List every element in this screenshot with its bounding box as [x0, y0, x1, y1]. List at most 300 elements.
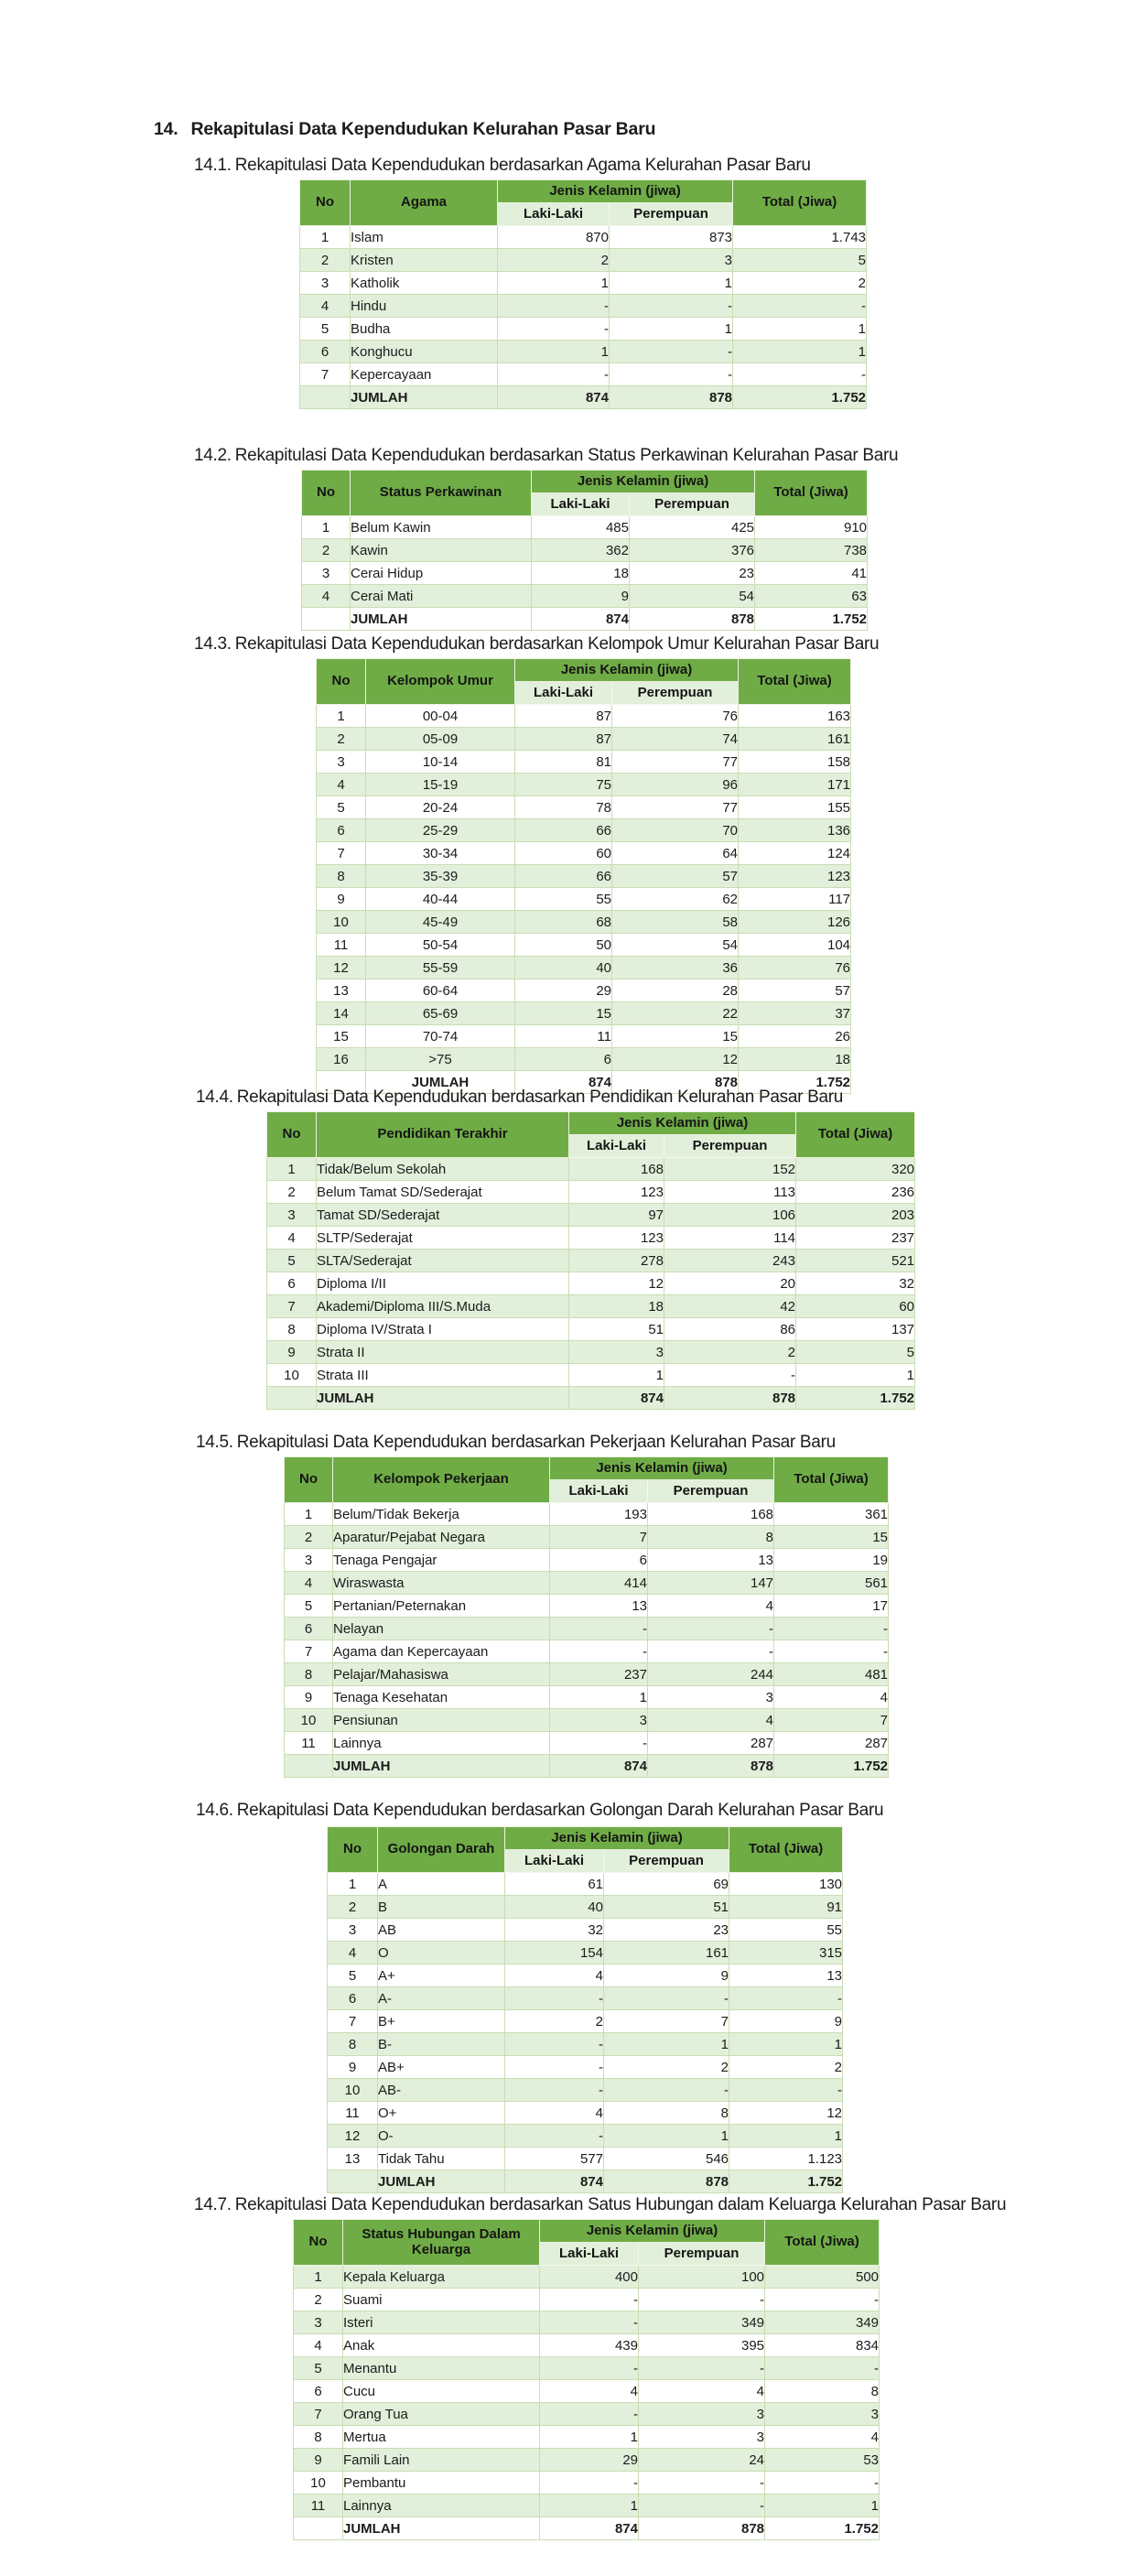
- section-title-text: Rekapitulasi Data Kependudukan berdasarkan Golongan Darah Kelurahan Pasar Baru: [236, 1801, 884, 1820]
- cell-total: 9: [729, 2010, 843, 2033]
- table-row: [302, 562, 868, 585]
- cell-no: 10: [267, 1364, 317, 1387]
- cell-laki-laki: -: [540, 2472, 639, 2495]
- cell-total: 136: [739, 819, 851, 842]
- cell-total: -: [774, 1640, 889, 1663]
- cell-laki-laki: -: [498, 295, 610, 318]
- table-body: [317, 705, 851, 1094]
- cell-total: 155: [739, 796, 851, 819]
- cell-no: 7: [300, 363, 351, 386]
- table-body: [285, 1503, 889, 1778]
- header-jenis-kelamin: Jenis Kelamin (jiwa): [498, 180, 733, 203]
- cell-category: Orang Tua: [343, 2403, 540, 2426]
- table-row: [267, 1227, 915, 1250]
- cell-total: 349: [765, 2311, 880, 2334]
- jumlah-laki-laki: 874: [540, 2517, 639, 2540]
- cell-no: 5: [285, 1595, 333, 1618]
- jumlah-label: JUMLAH: [351, 608, 532, 631]
- cell-laki-laki: 6: [515, 1048, 612, 1071]
- cell-laki-laki: 7: [550, 1526, 648, 1549]
- header-perempuan: Perempuan: [648, 1480, 774, 1503]
- table-row: [328, 1919, 843, 1942]
- cell-laki-laki: 3: [550, 1709, 648, 1732]
- section-title-text: Rekapitulasi Data Kependudukan berdasarkan Pekerjaan Kelurahan Pasar Baru: [236, 1433, 836, 1452]
- cell-category: Wiraswasta: [333, 1572, 550, 1595]
- cell-perempuan: 54: [630, 585, 755, 608]
- header-category: Kelompok Pekerjaan: [333, 1457, 550, 1503]
- header-row: [328, 1827, 843, 1850]
- cell-no: 8: [294, 2426, 343, 2449]
- table-row: [300, 341, 867, 363]
- cell-category: A-: [378, 1987, 505, 2010]
- cell-category: Suami: [343, 2289, 540, 2311]
- cell-perempuan: 243: [664, 1250, 796, 1272]
- cell-no: 3: [302, 562, 351, 585]
- cell-total: 76: [739, 957, 851, 980]
- cell-perempuan: 168: [648, 1503, 774, 1526]
- cell-perempuan: 100: [639, 2266, 765, 2289]
- header-jenis-kelamin: Jenis Kelamin (jiwa): [540, 2220, 765, 2243]
- jumlah-label: JUMLAH: [343, 2517, 540, 2540]
- cell-perempuan: 64: [612, 842, 739, 865]
- cell-no: 9: [285, 1686, 333, 1709]
- cell-no: 4: [285, 1572, 333, 1595]
- cell-category: B+: [378, 2010, 505, 2033]
- table-row: [285, 1640, 889, 1663]
- table-row: [285, 1503, 889, 1526]
- cell-laki-laki: 2: [498, 249, 610, 272]
- cell-perempuan: -: [664, 1364, 796, 1387]
- cell-category: A: [378, 1873, 505, 1896]
- table-row: [328, 2125, 843, 2148]
- cell-total: 500: [765, 2266, 880, 2289]
- cell-perempuan: -: [610, 363, 733, 386]
- cell-category: 25-29: [366, 819, 515, 842]
- jumlah-row: [294, 2517, 880, 2540]
- cell-no: 2: [317, 728, 366, 751]
- cell-perempuan: 1: [604, 2033, 729, 2056]
- cell-total: 1: [796, 1364, 915, 1387]
- cell-laki-laki: 2: [505, 2010, 604, 2033]
- cell-laki-laki: 1: [498, 272, 610, 295]
- cell-category: Tidak/Belum Sekolah: [317, 1158, 569, 1181]
- cell-category: AB: [378, 1919, 505, 1942]
- cell-laki-laki: 61: [505, 1873, 604, 1896]
- cell-laki-laki: -: [505, 1987, 604, 2010]
- header-laki-laki: Laki-Laki: [550, 1480, 648, 1503]
- table-row: [317, 796, 851, 819]
- cell-no: 5: [328, 1964, 378, 1987]
- header-laki-laki: Laki-Laki: [505, 1850, 604, 1873]
- cell-total: 1: [733, 318, 867, 341]
- cell-no: 5: [300, 318, 351, 341]
- cell-no: 1: [285, 1503, 333, 1526]
- table-row: [285, 1595, 889, 1618]
- cell-perempuan: 12: [612, 1048, 739, 1071]
- section-title-text: Rekapitulasi Data Kependudukan berdasarkan Kelompok Umur Kelurahan Pasar Baru: [234, 634, 880, 654]
- cell-laki-laki: 78: [515, 796, 612, 819]
- cell-total: 17: [774, 1595, 889, 1618]
- section-title-14-7: [194, 2195, 1006, 2215]
- cell-no: 2: [328, 1896, 378, 1919]
- cell-category: >75: [366, 1048, 515, 1071]
- header-category: Status Hubungan Dalam Keluarga: [343, 2220, 540, 2266]
- table-pekerjaan: [284, 1456, 889, 1778]
- cell-total: 4: [774, 1686, 889, 1709]
- cell-category: A+: [378, 1964, 505, 1987]
- cell-no: 2: [302, 539, 351, 562]
- cell-laki-laki: 414: [550, 1572, 648, 1595]
- table-row: [317, 728, 851, 751]
- cell-no: 2: [267, 1181, 317, 1204]
- cell-no: 6: [317, 819, 366, 842]
- cell-category: O: [378, 1942, 505, 1964]
- cell-perempuan: -: [639, 2357, 765, 2380]
- header-no: No: [267, 1112, 317, 1158]
- cell-total: -: [765, 2357, 880, 2380]
- cell-laki-laki: 40: [515, 957, 612, 980]
- cell-no: 16: [317, 1048, 366, 1071]
- cell-no: 1: [267, 1158, 317, 1181]
- cell-no: 7: [317, 842, 366, 865]
- cell-total: -: [733, 295, 867, 318]
- table-body: [328, 1873, 843, 2193]
- jumlah-label: JUMLAH: [317, 1387, 569, 1410]
- table-status-perkawinan: [301, 470, 868, 631]
- cell-category: Menantu: [343, 2357, 540, 2380]
- cell-total: 117: [739, 888, 851, 911]
- jumlah-perempuan: 878: [630, 608, 755, 631]
- cell-perempuan: 3: [639, 2426, 765, 2449]
- cell-no: [328, 2170, 378, 2193]
- cell-perempuan: 106: [664, 1204, 796, 1227]
- cell-category: Agama dan Kepercayaan: [333, 1640, 550, 1663]
- cell-laki-laki: 81: [515, 751, 612, 774]
- cell-total: -: [765, 2289, 880, 2311]
- cell-category: Kepercayaan: [351, 363, 498, 386]
- cell-perempuan: 244: [648, 1663, 774, 1686]
- main-title-number: 14.: [154, 119, 178, 139]
- jumlah-row: [300, 386, 867, 409]
- cell-perempuan: -: [610, 341, 733, 363]
- cell-laki-laki: -: [550, 1618, 648, 1640]
- cell-perempuan: 15: [612, 1025, 739, 1048]
- table-header: [328, 1827, 843, 1873]
- section-number: 14.6.: [196, 1801, 233, 1820]
- cell-category: Pelajar/Mahasiswa: [333, 1663, 550, 1686]
- table-row: [317, 1002, 851, 1025]
- cell-no: [300, 386, 351, 409]
- table-row: [294, 2472, 880, 2495]
- jumlah-row: [328, 2170, 843, 2193]
- cell-no: 3: [317, 751, 366, 774]
- cell-perempuan: 2: [604, 2056, 729, 2079]
- jumlah-label: JUMLAH: [366, 1071, 515, 1094]
- cell-laki-laki: 40: [505, 1896, 604, 1919]
- cell-total: 203: [796, 1204, 915, 1227]
- jumlah-label: JUMLAH: [351, 386, 498, 409]
- cell-total: 7: [774, 1709, 889, 1732]
- cell-total: 236: [796, 1181, 915, 1204]
- section-number: 14.5.: [196, 1433, 233, 1452]
- cell-perempuan: 28: [612, 980, 739, 1002]
- cell-category: Diploma IV/Strata I: [317, 1318, 569, 1341]
- cell-no: 1: [294, 2266, 343, 2289]
- main-title-text: Rekapitulasi Data Kependudukan Kelurahan Pasar Baru: [190, 119, 656, 139]
- header-perempuan: Perempuan: [604, 1850, 729, 1873]
- section-title-14-2: [194, 446, 898, 466]
- cell-perempuan: 161: [604, 1942, 729, 1964]
- cell-laki-laki: 87: [515, 705, 612, 728]
- table-row: [300, 249, 867, 272]
- cell-laki-laki: 1: [569, 1364, 664, 1387]
- cell-laki-laki: -: [540, 2311, 639, 2334]
- table-header: [285, 1457, 889, 1503]
- jumlah-total: 1.752: [765, 2517, 880, 2540]
- cell-total: 2: [733, 272, 867, 295]
- cell-category: Belum Tamat SD/Sederajat: [317, 1181, 569, 1204]
- table-row: [328, 1942, 843, 1964]
- cell-laki-laki: 15: [515, 1002, 612, 1025]
- cell-category: O-: [378, 2125, 505, 2148]
- table-row: [294, 2266, 880, 2289]
- table-body: [302, 516, 868, 631]
- cell-total: 4: [765, 2426, 880, 2449]
- table-row: [285, 1549, 889, 1572]
- cell-laki-laki: 168: [569, 1158, 664, 1181]
- header-category: Golongan Darah: [378, 1827, 505, 1873]
- cell-no: 4: [302, 585, 351, 608]
- cell-total: -: [729, 2079, 843, 2102]
- cell-no: 12: [328, 2125, 378, 2148]
- jumlah-total: 1.752: [739, 1071, 851, 1094]
- cell-no: 4: [300, 295, 351, 318]
- cell-category: Tidak Tahu: [378, 2148, 505, 2170]
- section-title-14-3: [194, 634, 879, 655]
- cell-no: 8: [285, 1663, 333, 1686]
- cell-laki-laki: 9: [532, 585, 630, 608]
- cell-category: Tenaga Kesehatan: [333, 1686, 550, 1709]
- cell-perempuan: -: [604, 2079, 729, 2102]
- cell-total: 158: [739, 751, 851, 774]
- cell-total: 521: [796, 1250, 915, 1272]
- cell-category: Aparatur/Pejabat Negara: [333, 1526, 550, 1549]
- cell-total: 163: [739, 705, 851, 728]
- table-row: [300, 318, 867, 341]
- header-total: Total (Jiwa): [729, 1827, 843, 1873]
- cell-laki-laki: 4: [540, 2380, 639, 2403]
- table-row: [294, 2449, 880, 2472]
- cell-no: 3: [285, 1549, 333, 1572]
- section-title-14-5: [196, 1433, 836, 1453]
- header-no: No: [300, 180, 351, 226]
- jumlah-total: 1.752: [796, 1387, 915, 1410]
- cell-perempuan: 74: [612, 728, 739, 751]
- cell-perempuan: 86: [664, 1318, 796, 1341]
- cell-category: Famili Lain: [343, 2449, 540, 2472]
- header-laki-laki: Laki-Laki: [569, 1135, 664, 1158]
- cell-total: 315: [729, 1942, 843, 1964]
- cell-total: -: [729, 1987, 843, 2010]
- cell-total: 126: [739, 911, 851, 934]
- cell-category: Pensiunan: [333, 1709, 550, 1732]
- header-jenis-kelamin: Jenis Kelamin (jiwa): [532, 471, 755, 493]
- table-row: [328, 1896, 843, 1919]
- jumlah-laki-laki: 874: [550, 1755, 648, 1778]
- cell-no: 10: [285, 1709, 333, 1732]
- cell-laki-laki: 6: [550, 1549, 648, 1572]
- cell-total: -: [733, 363, 867, 386]
- cell-perempuan: 77: [612, 751, 739, 774]
- table-header: [302, 471, 868, 516]
- section-title-text: Rekapitulasi Data Kependudukan berdasarkan Agama Kelurahan Pasar Baru: [234, 156, 811, 175]
- table-row: [317, 819, 851, 842]
- cell-category: Isteri: [343, 2311, 540, 2334]
- cell-category: Hindu: [351, 295, 498, 318]
- table-row: [267, 1295, 915, 1318]
- cell-total: 104: [739, 934, 851, 957]
- jumlah-total: 1.752: [729, 2170, 843, 2193]
- table-row: [285, 1572, 889, 1595]
- table-row: [317, 980, 851, 1002]
- cell-total: 55: [729, 1919, 843, 1942]
- cell-category: AB+: [378, 2056, 505, 2079]
- table-agama: [299, 179, 867, 409]
- cell-laki-laki: 11: [515, 1025, 612, 1048]
- cell-laki-laki: -: [505, 2125, 604, 2148]
- cell-total: 1: [729, 2033, 843, 2056]
- cell-perempuan: 287: [648, 1732, 774, 1755]
- cell-perempuan: 4: [648, 1709, 774, 1732]
- table-body: [294, 2266, 880, 2540]
- cell-category: Cucu: [343, 2380, 540, 2403]
- cell-no: 11: [328, 2102, 378, 2125]
- table-row: [294, 2311, 880, 2334]
- cell-category: Belum Kawin: [351, 516, 532, 539]
- cell-total: 2: [729, 2056, 843, 2079]
- cell-laki-laki: 3: [569, 1341, 664, 1364]
- header-laki-laki: Laki-Laki: [540, 2243, 639, 2266]
- cell-no: 5: [317, 796, 366, 819]
- cell-no: 11: [317, 934, 366, 957]
- cell-category: SLTA/Sederajat: [317, 1250, 569, 1272]
- table-row: [294, 2357, 880, 2380]
- table-row: [302, 516, 868, 539]
- cell-total: 1: [765, 2495, 880, 2517]
- jumlah-total: 1.752: [774, 1755, 889, 1778]
- cell-perempuan: -: [639, 2472, 765, 2495]
- cell-perempuan: 20: [664, 1272, 796, 1295]
- cell-perempuan: 546: [604, 2148, 729, 2170]
- cell-category: Anak: [343, 2334, 540, 2357]
- cell-no: 9: [267, 1341, 317, 1364]
- cell-laki-laki: 50: [515, 934, 612, 957]
- cell-category: Lainnya: [343, 2495, 540, 2517]
- cell-no: 15: [317, 1025, 366, 1048]
- cell-category: Mertua: [343, 2426, 540, 2449]
- cell-no: 4: [328, 1942, 378, 1964]
- section-title-text: Rekapitulasi Data Kependudukan berdasarkan Pendidikan Kelurahan Pasar Baru: [236, 1088, 844, 1107]
- cell-no: 8: [317, 865, 366, 888]
- cell-laki-laki: 278: [569, 1250, 664, 1272]
- cell-perempuan: 22: [612, 1002, 739, 1025]
- table-header: [294, 2220, 880, 2266]
- cell-category: Konghucu: [351, 341, 498, 363]
- cell-no: 13: [328, 2148, 378, 2170]
- cell-no: 12: [317, 957, 366, 980]
- cell-no: 10: [317, 911, 366, 934]
- cell-total: 3: [765, 2403, 880, 2426]
- header-no: No: [317, 659, 366, 705]
- table-row: [317, 865, 851, 888]
- table-row: [294, 2495, 880, 2517]
- cell-perempuan: 4: [639, 2380, 765, 2403]
- header-laki-laki: Laki-Laki: [532, 493, 630, 516]
- table-header: [267, 1112, 915, 1158]
- cell-category: Tenaga Pengajar: [333, 1549, 550, 1572]
- cell-laki-laki: 439: [540, 2334, 639, 2357]
- header-row: [294, 2220, 880, 2243]
- table-row: [300, 363, 867, 386]
- cell-no: 6: [294, 2380, 343, 2403]
- table-body: [300, 226, 867, 409]
- section-title-14-4: [196, 1088, 843, 1108]
- cell-total: 130: [729, 1873, 843, 1896]
- cell-category: AB-: [378, 2079, 505, 2102]
- cell-category: 15-19: [366, 774, 515, 796]
- table-row: [302, 585, 868, 608]
- cell-laki-laki: 87: [515, 728, 612, 751]
- cell-category: 50-54: [366, 934, 515, 957]
- header-total: Total (Jiwa): [733, 180, 867, 226]
- cell-no: 9: [294, 2449, 343, 2472]
- header-jenis-kelamin: Jenis Kelamin (jiwa): [505, 1827, 729, 1850]
- section-title-14-6: [196, 1801, 883, 1821]
- cell-no: 9: [328, 2056, 378, 2079]
- cell-category: 60-64: [366, 980, 515, 1002]
- header-total: Total (Jiwa): [774, 1457, 889, 1503]
- cell-laki-laki: 1: [540, 2495, 639, 2517]
- table-row: [328, 2056, 843, 2079]
- section-number: 14.1.: [194, 156, 232, 175]
- header-perempuan: Perempuan: [610, 203, 733, 226]
- cell-total: 63: [755, 585, 868, 608]
- jumlah-row: [267, 1387, 915, 1410]
- header-no: No: [302, 471, 351, 516]
- cell-total: 91: [729, 1896, 843, 1919]
- cell-no: 3: [328, 1919, 378, 1942]
- table-row: [317, 774, 851, 796]
- cell-category: O+: [378, 2102, 505, 2125]
- table-row: [267, 1318, 915, 1341]
- cell-no: 11: [294, 2495, 343, 2517]
- jumlah-perempuan: 878: [604, 2170, 729, 2193]
- table-body: [267, 1158, 915, 1410]
- table-row: [328, 1964, 843, 1987]
- table-row: [328, 1987, 843, 2010]
- header-perempuan: Perempuan: [639, 2243, 765, 2266]
- cell-total: 37: [739, 1002, 851, 1025]
- header-total: Total (Jiwa): [739, 659, 851, 705]
- table-row: [267, 1364, 915, 1387]
- table-row: [300, 226, 867, 249]
- cell-no: 6: [328, 1987, 378, 2010]
- cell-perempuan: 3: [648, 1686, 774, 1709]
- cell-total: 137: [796, 1318, 915, 1341]
- cell-no: 2: [294, 2289, 343, 2311]
- cell-total: 1.743: [733, 226, 867, 249]
- jumlah-laki-laki: 874: [498, 386, 610, 409]
